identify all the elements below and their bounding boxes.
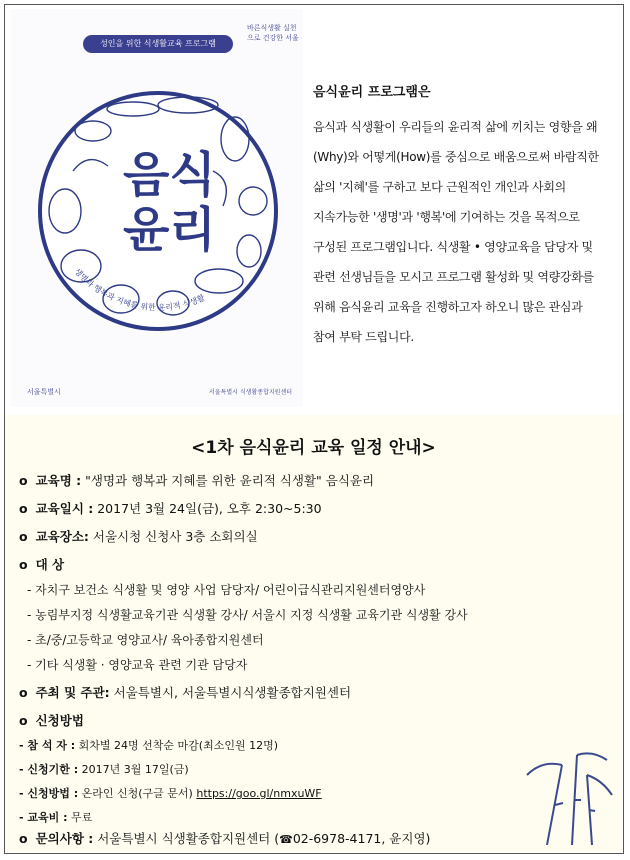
target-item: - 초/중/고등학교 영양교사/ 육아종합지원센터: [27, 633, 264, 647]
target-item: - 기타 식생활 · 영양교육 관련 기관 담당자: [27, 658, 248, 672]
place-line: [19, 527, 258, 545]
intro-line: 관련 선생님들을 모시고 프로그램 활성화 및 역량강화를: [313, 270, 594, 284]
intro-line: 삶의 '지혜'를 구하고 보다 근원적인 개인과 사회의: [313, 180, 566, 194]
method-line: [19, 785, 322, 801]
poster-top-logo: 바른식생활 실천으로 건강한 서울: [247, 24, 299, 42]
sugarcane-illustration: [517, 745, 617, 845]
contact-line: [19, 829, 430, 847]
poster-arc-text: 생명과 행복과 지혜를 위한 윤리적 식생활: [72, 266, 207, 313]
document-frame: [4, 4, 624, 854]
date-value: 2017년 3월 24일(금), 오후 2:30~5:30: [93, 501, 322, 516]
intro-paragraph: [313, 112, 623, 352]
apply-label: 신청방법: [35, 713, 84, 728]
capacity-line: [19, 737, 278, 753]
deadline-label: - 신청기한 :: [19, 763, 79, 776]
target-item: - 농림부지정 식생활교육기관 식생활 강사/ 서울시 지정 식생활 교육기관 식생활 강사: [27, 608, 468, 622]
bullet: o: [19, 501, 28, 516]
intro-line: 위해 음식윤리 교육을 진행하고자 하오니 많은 관심과: [313, 300, 583, 314]
bullet: o: [19, 831, 28, 846]
bullet: o: [19, 529, 28, 544]
place-label: 교육장소:: [35, 529, 89, 544]
phone-icon: ☎: [279, 833, 293, 846]
topic-line: [19, 471, 374, 489]
bullet: o: [19, 473, 28, 488]
schedule-title: <1차 음식윤리 교육 일정 안내>: [191, 438, 436, 458]
fee-line: [19, 809, 92, 825]
host-value: 서울특별시, 서울특별시식생활종합지원센터: [109, 685, 352, 700]
poster-title-line1: 음식: [123, 147, 216, 203]
apply-line: [19, 711, 84, 729]
capacity-label: - 참 석 자 :: [19, 739, 76, 752]
intro-line: 지속가능한 '생명'과 '행복'에 기여하는 것을 목적으로: [313, 210, 580, 224]
deadline-line: [19, 761, 189, 777]
contact-label: 문의사항 :: [35, 831, 94, 846]
topic-label: 교육명 :: [35, 473, 82, 488]
intro-section: [313, 81, 623, 352]
deadline-value: 2017년 3월 17일(금): [78, 763, 189, 776]
poster-image: [11, 9, 303, 407]
intro-line: (Why)와 어떻게(How)를 중심으로 배움으로써 바람직한: [313, 150, 599, 164]
intro-line: 참여 부탁 드립니다.: [313, 330, 414, 344]
seoul-logo: 서울특별시: [27, 388, 61, 396]
intro-heading: 음식윤리 프로그램은: [313, 85, 431, 100]
bullet: o: [19, 685, 28, 700]
target-line: [19, 555, 64, 573]
host-line: [19, 683, 351, 701]
poster-pill: 성인을 위한 식생활교육 프로그램: [83, 35, 233, 53]
method-value: 온라인 신청(구글 문서): [78, 787, 197, 800]
contact-value-a: 서울특별시 식생활종합지원센터 (: [93, 831, 280, 846]
fee-label: - 교육비 :: [19, 811, 68, 824]
intro-line: 음식과 식생활이 우리들의 윤리적 삶에 끼치는 영향을 왜: [313, 120, 598, 134]
capacity-value: 회차별 24명 선착순 마감(최소인원 12명): [75, 739, 278, 752]
host-label: 주최 및 주관:: [35, 685, 110, 700]
date-label: 교육일시 :: [35, 501, 94, 516]
poster-circle-illustration: [23, 61, 293, 361]
schedule-section: [5, 415, 622, 852]
contact-value-b: 02-6978-4171, 윤지영): [292, 831, 431, 846]
place-value: 서울시청 신청사 3층 소회의실: [88, 529, 258, 544]
method-label: - 신청방법 :: [19, 787, 79, 800]
target-label: 대 상: [35, 557, 65, 572]
bullet: o: [19, 557, 28, 572]
date-line: [19, 499, 322, 517]
fee-value: 무료: [67, 811, 93, 824]
bullet: o: [19, 713, 28, 728]
center-logo: 서울특별시 식생활종합지원센터: [209, 389, 293, 396]
poster-title-line2: 윤리: [123, 202, 216, 258]
application-link[interactable]: https://goo.gl/nmxuWF: [196, 787, 322, 800]
topic-value: "생명과 행복과 지혜를 위한 윤리적 식생활" 음식윤리: [81, 473, 375, 488]
intro-line: 구성된 프로그램입니다. 식생활 • 영양교육을 담당자 및: [313, 240, 593, 254]
target-item: - 자치구 보건소 식생활 및 영양 사업 담당자/ 어린이급식관리지원센터영양사: [27, 583, 426, 597]
